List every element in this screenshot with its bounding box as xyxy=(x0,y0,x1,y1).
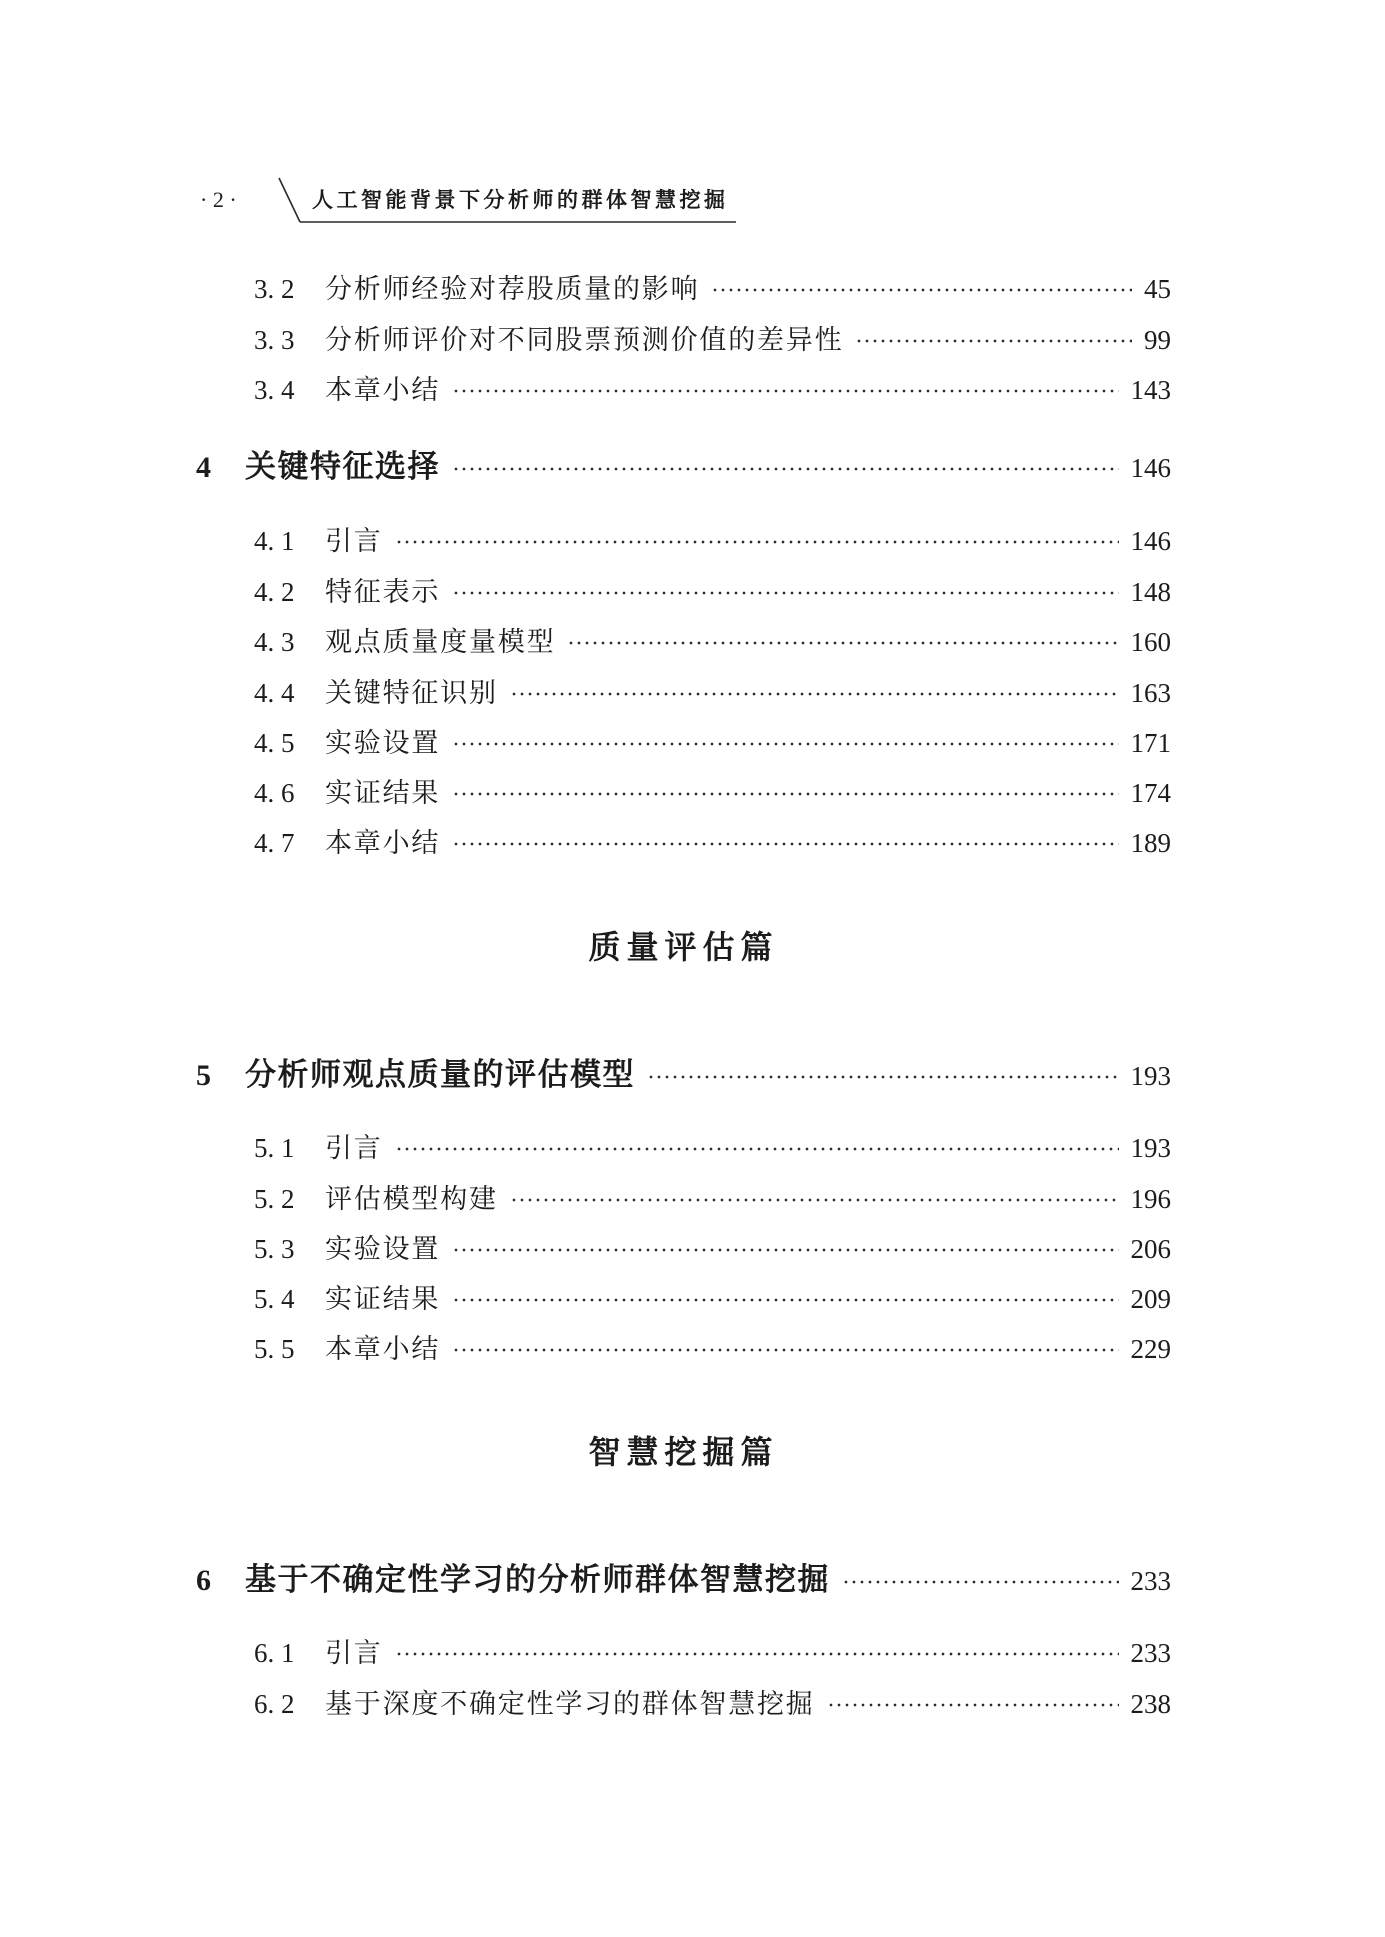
dot-leader xyxy=(647,1075,1119,1085)
section-title: 实证结果 xyxy=(325,778,441,808)
section-number: 4. 1 xyxy=(254,526,295,556)
page-number: 233 xyxy=(1130,1638,1171,1668)
toc-chapter-row xyxy=(196,447,1171,488)
toc-section-row xyxy=(254,574,1171,610)
toc-section-row xyxy=(254,1331,1171,1367)
section-title: 特征表示 xyxy=(325,577,441,607)
section-title: 引言 xyxy=(325,1638,383,1668)
toc-section-row xyxy=(254,675,1171,711)
section-title: 实验设置 xyxy=(325,728,441,758)
toc-section-row xyxy=(254,624,1171,660)
page-number: 206 xyxy=(1130,1234,1171,1264)
toc-section-row xyxy=(254,372,1171,408)
section-number: 4. 4 xyxy=(254,678,295,708)
page-number: 189 xyxy=(1130,828,1171,858)
toc-section-row xyxy=(254,271,1171,307)
dot-leader xyxy=(395,1147,1119,1157)
dot-leader xyxy=(452,1298,1118,1308)
dot-leader xyxy=(395,540,1119,550)
dot-leader xyxy=(842,1580,1119,1590)
section-title: 实验设置 xyxy=(325,1234,441,1264)
section-number: 6. 2 xyxy=(254,1689,295,1719)
toc-section-row xyxy=(254,1231,1171,1267)
section-title: 观点质量度量模型 xyxy=(325,627,556,657)
page-number: 193 xyxy=(1130,1061,1171,1091)
chapter-number: 6 xyxy=(196,1564,211,1597)
section-title: 关键特征识别 xyxy=(325,678,498,708)
toc-section-row xyxy=(254,825,1171,861)
page-number: 146 xyxy=(1130,453,1171,483)
section-title: 实证结果 xyxy=(325,1284,441,1314)
page-number: 229 xyxy=(1130,1334,1171,1364)
page-number: 174 xyxy=(1130,778,1171,808)
dot-leader xyxy=(452,792,1118,802)
dot-leader xyxy=(855,339,1132,349)
toc-section-row xyxy=(254,1281,1171,1317)
section-number: 5. 3 xyxy=(254,1234,295,1264)
dot-leader xyxy=(452,467,1119,477)
chapter-number: 4 xyxy=(196,451,211,484)
dot-leader xyxy=(510,1198,1119,1208)
section-number: 4. 2 xyxy=(254,577,295,607)
chapter-number: 5 xyxy=(196,1059,211,1092)
dot-leader xyxy=(452,842,1118,852)
toc-chapter-row xyxy=(196,1560,1171,1601)
page-number: 193 xyxy=(1130,1133,1171,1163)
dot-leader xyxy=(452,389,1118,399)
chapter-title: 基于不确定性学习的分析师群体智慧挖掘 xyxy=(245,1562,830,1598)
toc-section-row xyxy=(254,1686,1171,1722)
toc-section-row xyxy=(254,1130,1171,1166)
dot-leader xyxy=(567,641,1118,651)
dot-leader xyxy=(452,742,1118,752)
dot-leader xyxy=(510,692,1119,702)
section-title: 评估模型构建 xyxy=(325,1184,498,1214)
part-heading: 质量评估篇 xyxy=(588,928,779,966)
part-heading: 智慧挖掘篇 xyxy=(588,1433,779,1471)
toc-section-row xyxy=(254,322,1171,358)
page-number: 209 xyxy=(1130,1284,1171,1314)
page-number: 143 xyxy=(1130,375,1171,405)
section-title: 基于深度不确定性学习的群体智慧挖掘 xyxy=(325,1689,815,1719)
page-number: 148 xyxy=(1130,577,1171,607)
toc-section-row xyxy=(254,1635,1171,1671)
page-folio: · 2 · xyxy=(200,187,237,212)
section-title: 本章小结 xyxy=(325,828,441,858)
chapter-title: 分析师观点质量的评估模型 xyxy=(245,1057,635,1093)
section-number: 5. 1 xyxy=(254,1133,295,1163)
section-number: 6. 1 xyxy=(254,1638,295,1668)
page-number: 233 xyxy=(1130,1566,1171,1596)
section-number: 4. 3 xyxy=(254,627,295,657)
page-number: 146 xyxy=(1130,526,1171,556)
page-number: 238 xyxy=(1130,1689,1171,1719)
dot-leader xyxy=(711,288,1132,298)
page-number: 196 xyxy=(1130,1184,1171,1214)
dot-leader xyxy=(827,1703,1119,1713)
section-number: 3. 2 xyxy=(254,274,295,304)
dot-leader xyxy=(452,1348,1118,1358)
section-title: 分析师经验对荐股质量的影响 xyxy=(325,274,700,304)
page-number: 45 xyxy=(1144,274,1171,304)
page-number: 160 xyxy=(1130,627,1171,657)
section-number: 5. 4 xyxy=(254,1284,295,1314)
section-title: 本章小结 xyxy=(325,375,441,405)
page-number: 163 xyxy=(1130,678,1171,708)
section-title: 分析师评价对不同股票预测价值的差异性 xyxy=(325,325,844,355)
toc-section-row xyxy=(254,725,1171,761)
section-number: 4. 5 xyxy=(254,728,295,758)
running-header-title: 人工智能背景下分析师的群体智慧挖掘 xyxy=(312,188,729,212)
section-title: 本章小结 xyxy=(325,1334,441,1364)
toc-section-row xyxy=(254,1181,1171,1217)
section-title: 引言 xyxy=(325,526,383,556)
dot-leader xyxy=(395,1652,1119,1662)
section-number: 5. 5 xyxy=(254,1334,295,1364)
dot-leader xyxy=(452,1248,1118,1258)
section-number: 4. 6 xyxy=(254,778,295,808)
chapter-title: 关键特征选择 xyxy=(245,449,440,485)
header-rule xyxy=(0,0,1385,260)
section-number: 5. 2 xyxy=(254,1184,295,1214)
section-number: 3. 3 xyxy=(254,325,295,355)
page-number: 171 xyxy=(1130,728,1171,758)
toc-section-row xyxy=(254,775,1171,811)
section-number: 3. 4 xyxy=(254,375,295,405)
toc-section-row xyxy=(254,523,1171,559)
dot-leader xyxy=(452,591,1118,601)
toc-chapter-row xyxy=(196,1055,1171,1096)
section-title: 引言 xyxy=(325,1133,383,1163)
section-number: 4. 7 xyxy=(254,828,295,858)
page-number: 99 xyxy=(1144,325,1171,355)
